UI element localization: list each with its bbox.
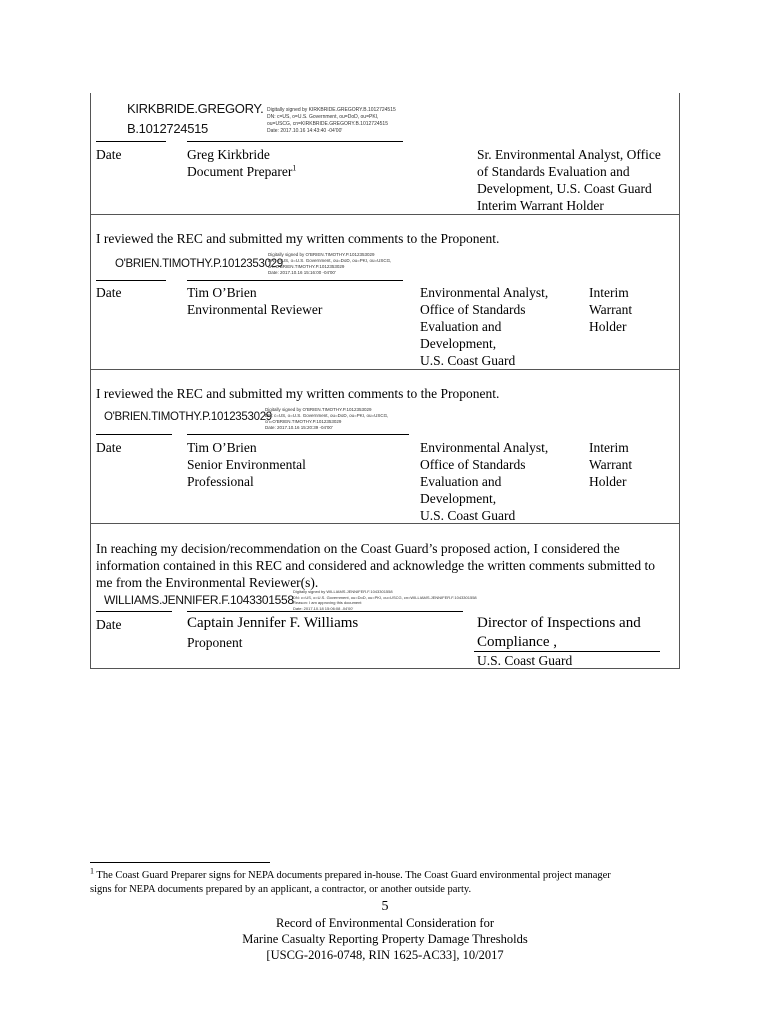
signer-name: Captain Jennifer F. Williams: [187, 615, 359, 631]
signer-title: Environmental Analyst, Office of Standards Evaluation and Development, U.S. Coast Guard: [420, 440, 549, 523]
signer-name: Tim O’Brien: [187, 440, 257, 455]
signer-role: Senior Environmental Professional: [187, 457, 306, 489]
warrant-status: Interim Warrant Holder: [589, 440, 633, 489]
digital-signature-name: O'BRIEN.TIMOTHY.P.1012353029: [104, 411, 272, 423]
row-divider: [90, 668, 680, 669]
date-label: Date: [96, 440, 122, 455]
signer-name: Greg Kirkbride: [187, 147, 270, 162]
footnote-reference[interactable]: 1: [292, 163, 297, 173]
name-signature-line: [187, 434, 409, 435]
warrant-status: Interim Warrant Holder: [589, 285, 633, 334]
date-signature-line: [96, 434, 172, 435]
digital-signature-name: B.1012724515: [127, 121, 208, 136]
signer-title: Sr. Environmental Analyst, Office of Standards Evaluation and Development, U.S. Coast Guard Interim Warrant Holder: [477, 147, 661, 213]
table-left-border: [90, 93, 91, 669]
row-divider: [90, 214, 680, 215]
page-number: 5: [381, 899, 389, 914]
digital-signature-name: WILLIAMS.JENNIFER.F.1043301558: [104, 593, 294, 607]
date-label: Date: [96, 285, 122, 300]
date-label: Date: [96, 147, 122, 162]
name-signature-line: [187, 280, 403, 281]
table-right-border: [679, 93, 680, 669]
review-statement: I reviewed the REC and submitted my written comments to the Proponent.: [96, 231, 500, 246]
signer-role: Proponent: [187, 635, 243, 650]
signer-role: Document Preparer$^1$: [187, 163, 297, 179]
row-divider: [90, 369, 680, 370]
date-label: Date: [96, 617, 122, 632]
footnote-separator: [90, 862, 270, 863]
digital-signature-name: O'BRIEN.TIMOTHY.P.1012353029: [115, 258, 283, 270]
decision-statement: In reaching my decision/recommendation on the Coast Guard’s proposed action, I considered the information contained in this REC and considered and acknowledge the written comments submitted to me from the Environmental Reviewer(s).: [96, 541, 655, 590]
digital-signature-name: KIRKBRIDE.GREGORY.: [127, 101, 264, 116]
signer-title: Environmental Analyst, Office of Standards Evaluation and Development, U.S. Coast Guard: [420, 285, 549, 368]
name-signature-line: [187, 141, 403, 142]
signer-role: Environmental Reviewer: [187, 302, 323, 317]
signer-title: Director of Inspections and Compliance ,: [477, 615, 641, 650]
date-signature-line: [96, 611, 172, 612]
signer-organization: U.S. Coast Guard: [477, 653, 573, 668]
date-signature-line: [96, 141, 166, 142]
footnote-mark: 1: [90, 866, 94, 876]
name-signature-line: [187, 611, 463, 612]
footnote: $^1$ The Coast Guard Preparer signs for NEPA documents prepared in-house. The Coast Guard environmental project manager signs for NEPA documents prepared by an applicant, a contractor, or another outside party.: [90, 866, 611, 895]
row-divider: [90, 523, 680, 524]
digital-signature-details: Digitally signed by O'BRIEN.TIMOTHY.P.1012353029 DN: c=US, o=U.S. Government, ou=DoD, ou=PKI, ou=USCG, cn=O'BRIEN.TIMOTHY.P.1012353029 Date: 2017.10.16 15:20:39 -04'00': [265, 407, 389, 430]
digital-signature-details: Digitally signed by KIRKBRIDE.GREGORY.B.1012724515 DN: c=US, o=U.S. Government, ou=DoD, ou=PKI, ou=USCG, cn=KIRKBRIDE.GREGORY.B.1012724515 Date: 2017.10.16 14:43:40 -04'00': [267, 107, 396, 134]
document-footer: Record of Environmental Consideration for Marine Casualty Reporting Property Damage Thresholds [USCG-2016-0748, RIN 1625-AC33], 10/2017: [242, 916, 528, 962]
review-statement: I reviewed the REC and submitted my written comments to the Proponent.: [96, 386, 500, 401]
digital-signature-details: Digitally signed by WILLIAMS.JENNIFER.F.1043301558 DN: c=US, o=U.S. Government, ou=DoD, ou=PKI, ou=USCG, cn=WILLIAMS.JENNIFER.F.1043301558 Reason: I am approving this document Date: 2017.10.18 15:06:08 -04'00': [293, 589, 477, 611]
digital-signature-details: Digitally signed by O'BRIEN.TIMOTHY.P.1012353029 DN: c=US, o=U.S. Government, ou=DoD, ou=PKI, ou=USCG, cn=O'BRIEN.TIMOTHY.P.1012353029 Date: 2017.10.16 15:16:00 -04'00': [268, 252, 392, 275]
signer-name: Tim O’Brien: [187, 285, 257, 300]
date-signature-line: [96, 280, 166, 281]
